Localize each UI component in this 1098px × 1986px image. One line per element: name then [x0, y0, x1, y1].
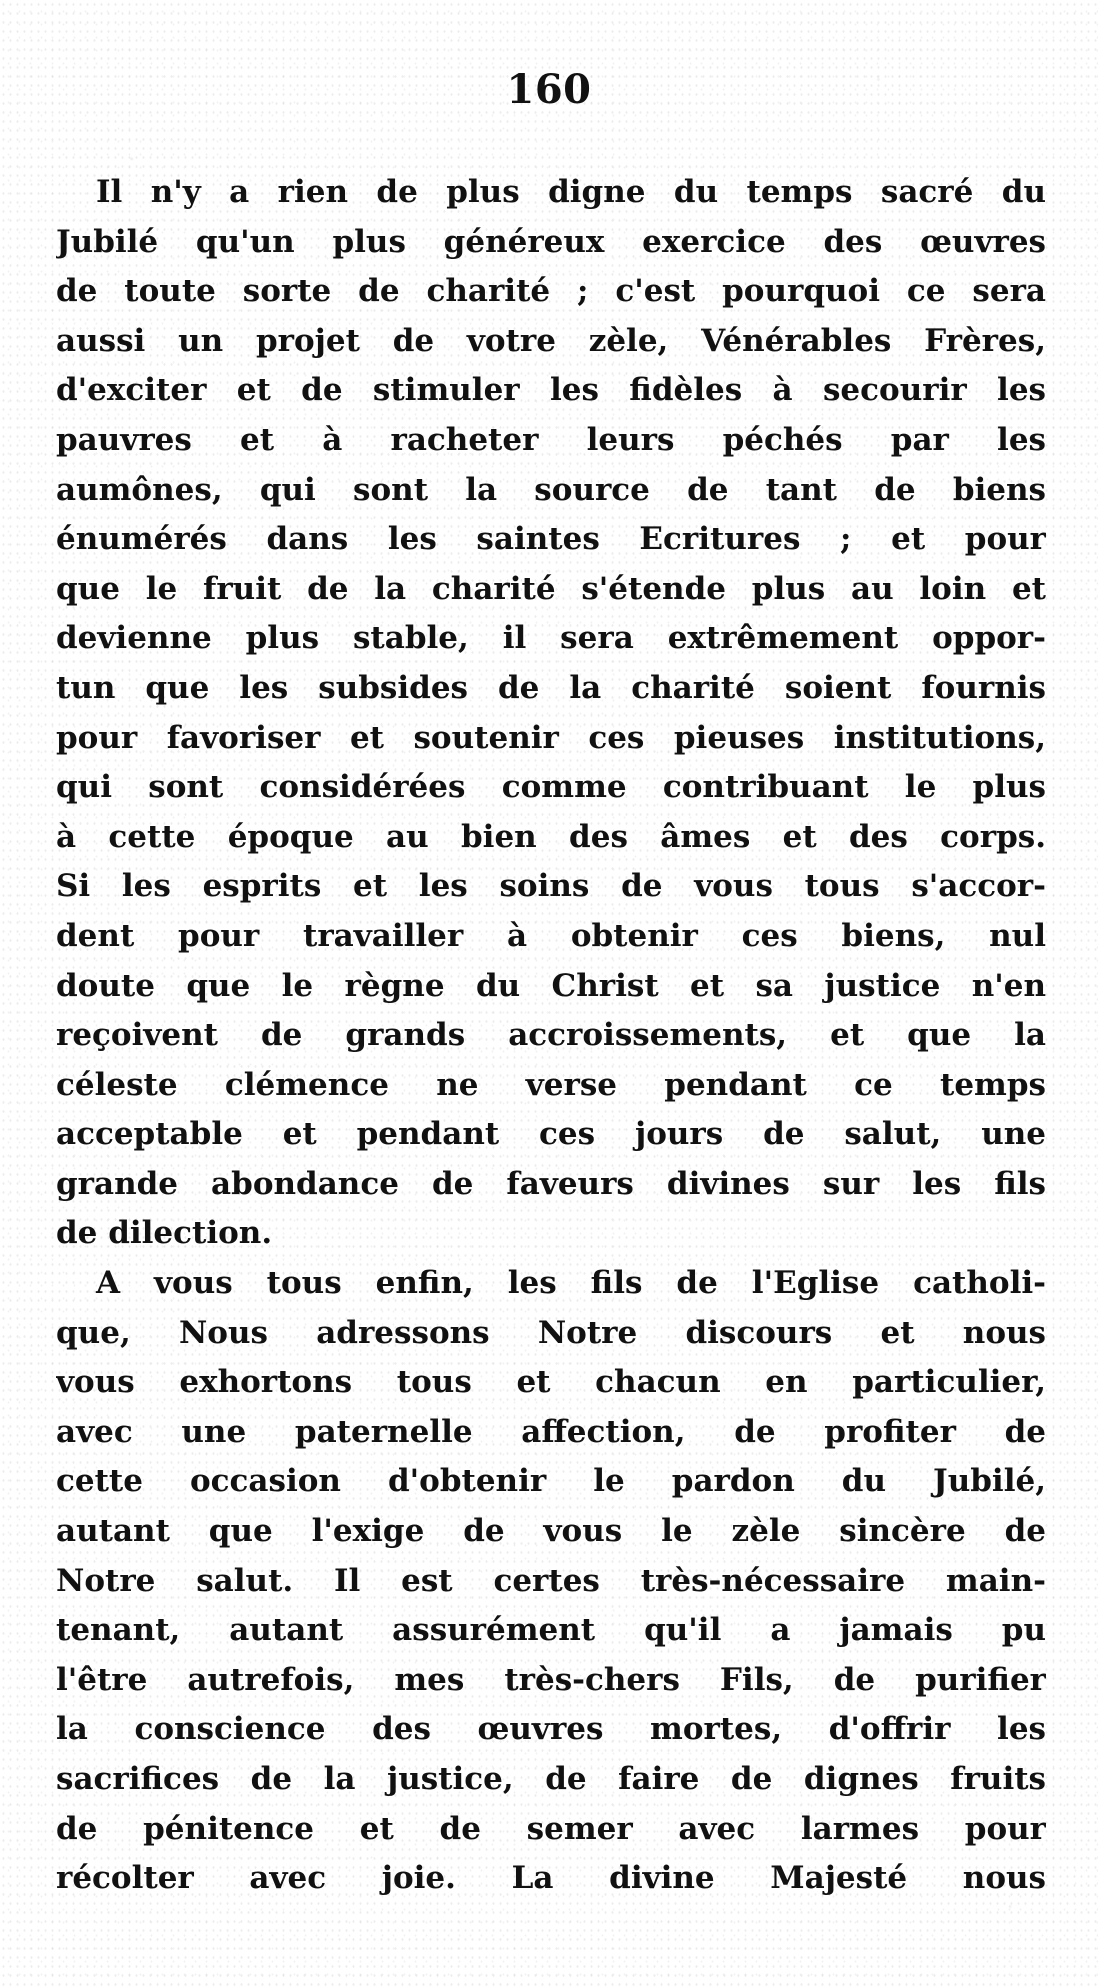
text-line: autant que l'exige de vous le zèle sincère de [56, 1513, 1046, 1550]
text-line: aumônes, qui sont la source de tant de biens [56, 471, 1046, 508]
text-line: grande abondance de faveurs divines sur les fils [56, 1165, 1046, 1202]
text-line: céleste clémence ne verse pendant ce temps [56, 1066, 1046, 1103]
text-line: avec une paternelle affection, de profiter de [56, 1413, 1046, 1450]
text-line: la conscience des œuvres mortes, d'offrir les [56, 1711, 1046, 1748]
body-text [56, 168, 1046, 1904]
text-line: tenant, autant assurément qu'il a jamais pu [56, 1612, 1046, 1649]
text-line: pauvres et à racheter leurs péchés par les [56, 421, 1046, 458]
text-line: de dilection. [56, 1215, 273, 1252]
text-line: doute que le règne du Christ et sa justice n'en [56, 967, 1046, 1004]
paragraph-1 [56, 168, 1046, 1259]
text-line: reçoivent de grands accroissements, et que la [56, 1017, 1046, 1054]
text-line: A vous tous enfin, les fils de l'Eglise catholi- [96, 1265, 1046, 1302]
text-line: Si les esprits et les soins de vous tous s'accor- [56, 868, 1046, 905]
text-line: cette occasion d'obtenir le pardon du Jubilé, [56, 1463, 1046, 1500]
text-line: aussi un projet de votre zèle, Vénérables Frères, [56, 322, 1046, 359]
text-line: Jubilé qu'un plus généreux exercice des œuvres [56, 223, 1046, 260]
text-line: pour favoriser et soutenir ces pieuses institutions, [56, 719, 1046, 756]
text-line: qui sont considérées comme contribuant le plus [56, 769, 1046, 806]
text-line: dent pour travailler à obtenir ces biens, nul [56, 917, 1046, 954]
text-line: devienne plus stable, il sera extrêmement oppor- [56, 620, 1046, 657]
text-line: l'être autrefois, mes très-chers Fils, de purifier [56, 1661, 1046, 1698]
text-line: énumérés dans les saintes Ecritures ; et pour [56, 521, 1046, 558]
paragraph-2 [56, 1259, 1046, 1904]
text-line: vous exhortons tous et chacun en particulier, [56, 1364, 1046, 1401]
text-line: Notre salut. Il est certes très-nécessaire main- [56, 1562, 1046, 1599]
text-line: récolter avec joie. La divine Majesté nous [56, 1860, 1046, 1897]
text-line: que le fruit de la charité s'étende plus au loin et [56, 570, 1046, 607]
text-line: tun que les subsides de la charité soient fournis [56, 669, 1046, 706]
text-line: sacrifices de la justice, de faire de dignes fruits [56, 1761, 1046, 1797]
text-line: Il n'y a rien de plus digne du temps sacré du [96, 174, 1046, 210]
text-line: que, Nous adressons Notre discours et nous [56, 1314, 1046, 1351]
text-line: à cette époque au bien des âmes et des corps. [56, 818, 1046, 855]
text-line: de pénitence et de semer avec larmes pour [56, 1810, 1046, 1847]
page-number: 160 [506, 66, 592, 113]
text-line: acceptable et pendant ces jours de salut, une [56, 1116, 1046, 1153]
text-line: d'exciter et de stimuler les fidèles à secourir les [56, 372, 1046, 409]
text-line: de toute sorte de charité ; c'est pourquoi ce sera [56, 273, 1046, 310]
